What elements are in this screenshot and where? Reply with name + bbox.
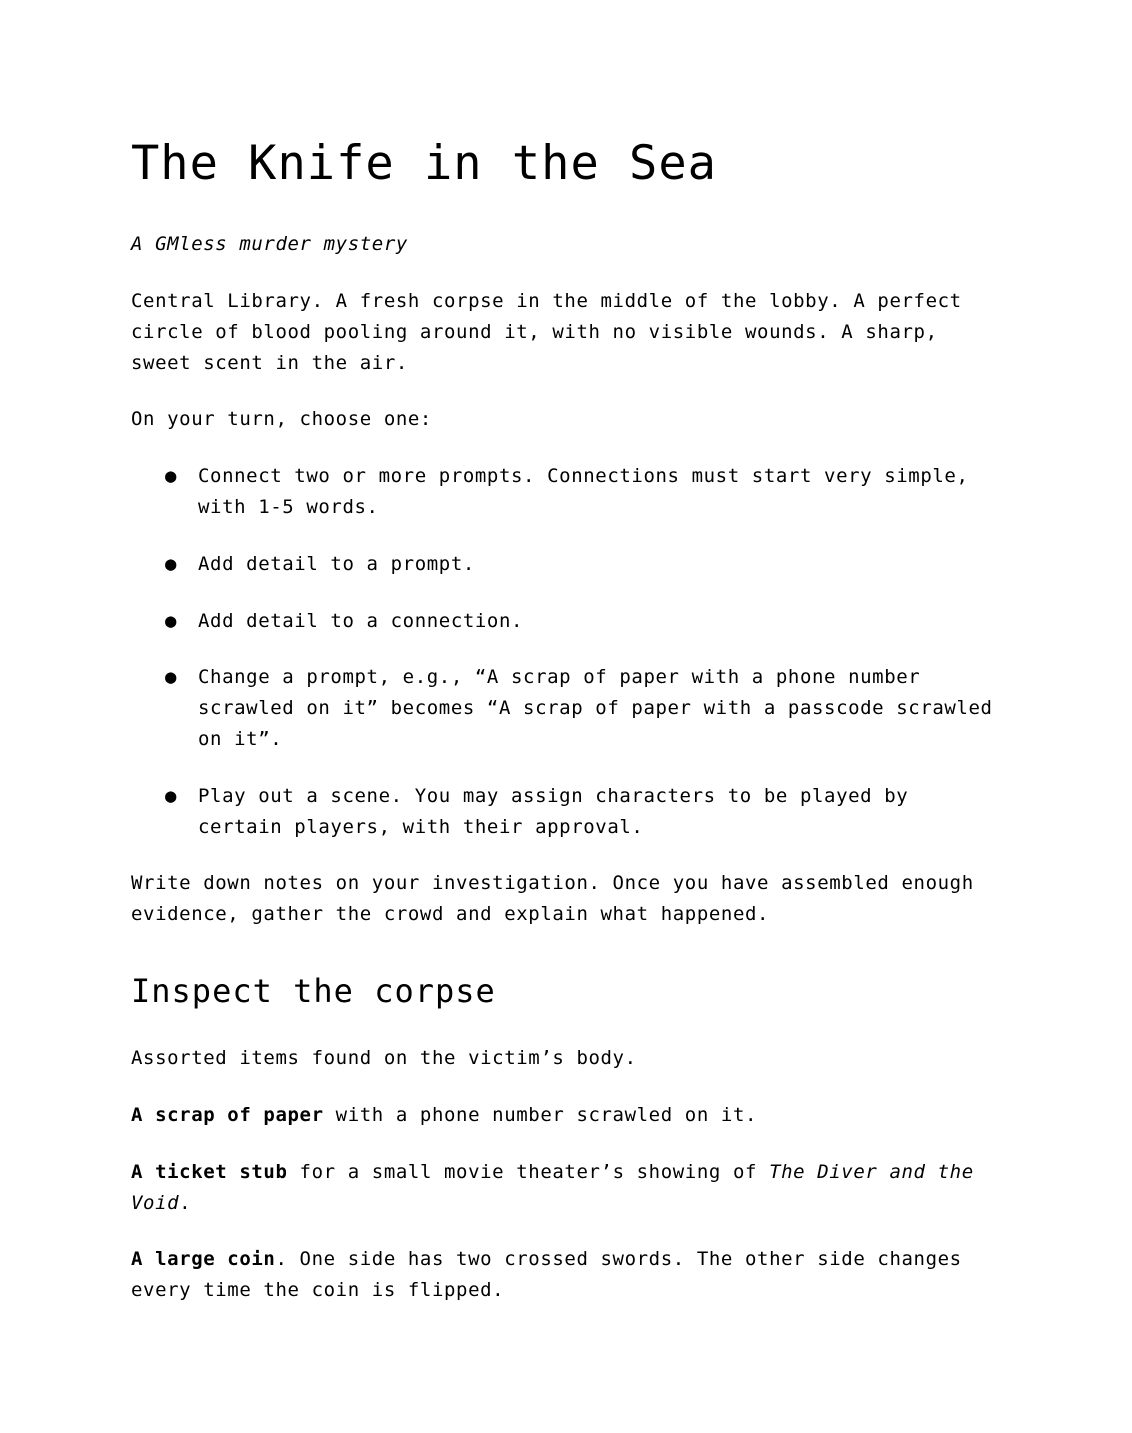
- film-title: The Diver and the Void: [131, 1161, 974, 1214]
- item-name: A ticket stub: [131, 1161, 288, 1183]
- section-lead-paragraph: Assorted items found on the victim’s body.: [131, 1047, 637, 1069]
- list-item-text: Connect two or more prompts. Connections must start very simple, with 1-5 words.: [198, 465, 969, 518]
- item-large-coin: [131, 1244, 1001, 1306]
- intro-paragraph: Central Library. A fresh corpse in the middle of the lobby. A perfect circle of blood pooling around it, with no visible wounds. A sharp, sweet scent in the air.: [131, 290, 962, 374]
- item-description: for a small movie theater’s showing of: [287, 1161, 770, 1183]
- closing-paragraph: Write down notes on your investigation. Once you have assembled enough evidence, gather the crowd and explain what happened.: [131, 872, 974, 925]
- bullet-icon: ●: [165, 465, 178, 487]
- bullet-icon: ●: [165, 553, 178, 575]
- list-item-text: Play out a scene. You may assign characters to be played by certain players, with their approval.: [198, 785, 909, 838]
- bullet-icon: ●: [165, 666, 178, 688]
- item-ticket-stub: [131, 1157, 1001, 1219]
- document-title: The Knife in the Sea: [131, 136, 717, 191]
- turn-lead-paragraph: On your turn, choose one:: [131, 408, 432, 430]
- list-item-text: Add detail to a connection.: [198, 610, 524, 632]
- bullet-icon: ●: [165, 785, 178, 807]
- list-item-text: Add detail to a prompt.: [198, 553, 475, 575]
- item-description: . One side has two crossed swords. The other side changes every time the coin is flipped.: [131, 1248, 962, 1301]
- item-description: with a phone number scrawled on it.: [323, 1104, 758, 1126]
- section-heading: Inspect the corpse: [131, 972, 496, 1010]
- list-item-text: Change a prompt, e.g., “A scrap of paper with a phone number scrawled on it” becomes “A scrap of paper with a passcode scrawled on it”.: [198, 666, 993, 750]
- item-name: A scrap of paper: [131, 1104, 324, 1126]
- bullet-icon: ●: [165, 610, 178, 632]
- document-subtitle: A GMless murder mystery: [131, 233, 408, 255]
- item-name: A large coin: [131, 1248, 276, 1270]
- item-scrap-of-paper: [131, 1100, 1001, 1131]
- item-description-end: .: [179, 1192, 192, 1214]
